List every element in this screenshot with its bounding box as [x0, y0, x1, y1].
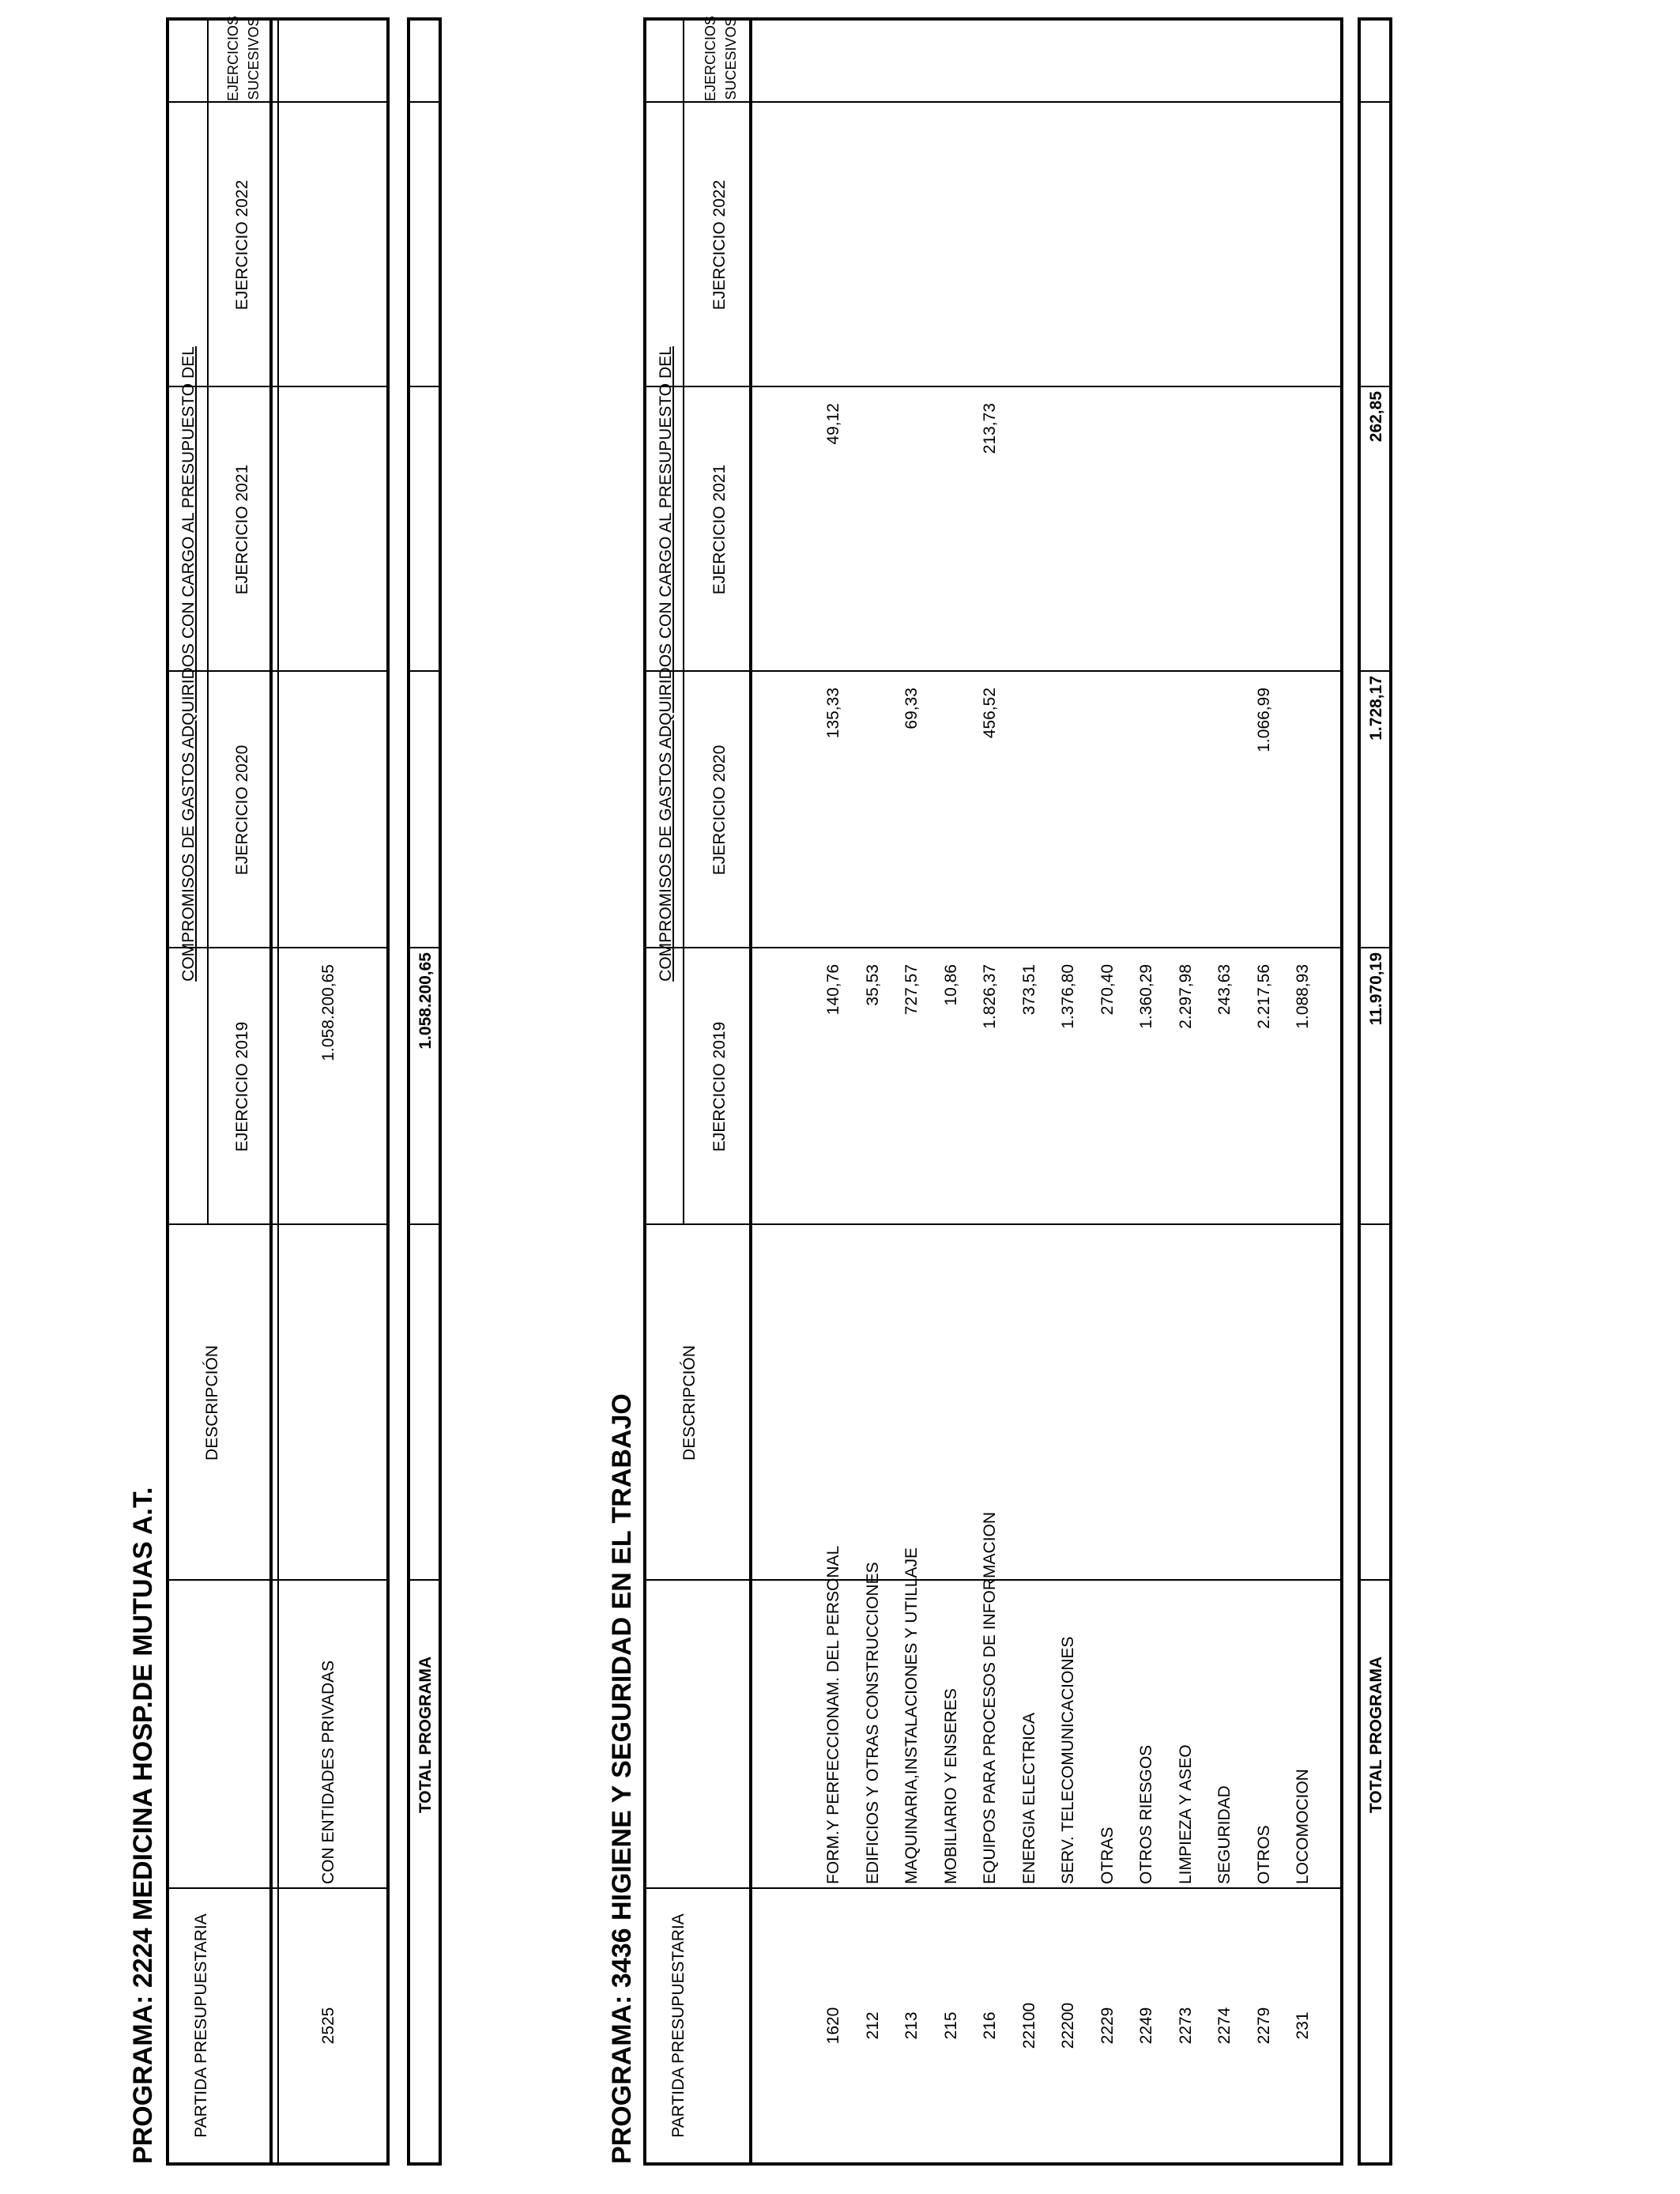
program-2-row-desc: SERV. TELECOMUNICACIONES	[1059, 1636, 1077, 1884]
program-2-row-code: 2274	[1215, 2007, 1234, 2045]
year-2020-header: EJERCICIO 2020	[233, 745, 251, 876]
program-2-row-desc: EDIFICIOS Y OTRAS CONSTRUCCIONES	[864, 1562, 882, 1884]
year-2019-header: EJERCICIO 2019	[710, 1021, 729, 1152]
program-2-total-label: TOTAL PROGRAMA	[1367, 1656, 1385, 1814]
program-2-row-2020: 456,52	[981, 688, 999, 739]
program-2-row-desc: MAQUINARIA,INSTALACIONES Y UTILLAJE	[902, 1547, 921, 1884]
program-1-row-2019: 1.058.200,65	[319, 964, 337, 1061]
program-2-row-desc: OTROS RIESGOS	[1137, 1744, 1155, 1884]
program-2-total-2020: 1.728,17	[1367, 676, 1385, 741]
year-2021-header: EJERCICIO 2021	[710, 464, 729, 595]
program-2-row-2019: 2.297,98	[1177, 964, 1195, 1029]
program-2-row-2019: 1.088,93	[1294, 964, 1312, 1029]
program-2-row-2019: 35,53	[864, 964, 882, 1006]
program-2-row-code: 22200	[1059, 2002, 1077, 2049]
program-2-row-desc: EQUIPOS PARA PROCESOS DE INFORMACION	[981, 1511, 999, 1884]
program-2-row-code: 212	[864, 2011, 882, 2040]
program-2-row-2021: 213,73	[981, 403, 999, 454]
sucesivos-header: EJERCICIOS SUCESIVOS	[225, 15, 262, 102]
program-2-row-2021: 49,12	[824, 403, 842, 445]
program-1-row-code: 2525	[319, 2007, 337, 2045]
program-2-row-desc: FORM.Y PERFECCIONAM. DEL PERSONAL	[824, 1545, 842, 1884]
program-2-row-code: 231	[1294, 2011, 1312, 2040]
program-2-row-2019: 140,76	[824, 964, 842, 1016]
commitments-group-header: COMPROMISOS DE GASTOS ADQUIRIDOS CON CARGO AL PRESUPUESTO DEL	[179, 346, 198, 982]
program-2-total-2021: 262,85	[1367, 391, 1385, 443]
program-1-body	[269, 17, 390, 2166]
descripcion-header: DESCRIPCIÓN	[680, 1345, 699, 1461]
program-1-total-row	[407, 17, 442, 2166]
year-2020-header: EJERCICIO 2020	[710, 745, 729, 876]
year-2021-header: EJERCICIO 2021	[233, 464, 251, 595]
program-2-row-code: 22100	[1020, 2002, 1038, 2049]
program-2-row-code: 213	[902, 2011, 921, 2040]
program-2-row-desc: LIMPIEZA Y ASEO	[1177, 1744, 1195, 1884]
program-2-row-2019: 10,86	[942, 964, 960, 1006]
program-2-row-code: 2279	[1255, 2007, 1273, 2045]
program-2-row-2020: 69,33	[902, 688, 921, 729]
partida-header: PARTIDA PRESUPUESTARIA	[669, 1913, 687, 2138]
commitments-group-header: COMPROMISOS DE GASTOS ADQUIRIDOS CON CARGO AL PRESUPUESTO DEL	[657, 346, 675, 982]
year-2022-header: EJERCICIO 2022	[233, 179, 251, 311]
program-2-row-code: 216	[981, 2011, 999, 2040]
program-1-total-2019: 1.058.200,65	[416, 952, 435, 1050]
program-2-title: PROGRAMA: 3436 HIGIENE Y SEGURIDAD EN EL TRABAJO	[607, 1393, 637, 2164]
program-1-total-label: TOTAL PROGRAMA	[416, 1656, 435, 1814]
program-2-row-desc: LOCOMOCION	[1294, 1769, 1312, 1884]
program-1-table	[166, 17, 273, 2166]
program-2-row-desc: MOBILIARIO Y ENSERES	[942, 1688, 960, 1884]
program-1-row-desc: CON ENTIDADES PRIVADAS	[319, 1660, 337, 1884]
year-2022-header: EJERCICIO 2022	[710, 179, 729, 311]
sucesivos-header: EJERCICIOS SUCESIVOS	[703, 15, 739, 102]
program-2-total-row	[1358, 17, 1392, 2166]
program-2-row-desc: SEGURIDAD	[1215, 1785, 1234, 1884]
program-2-row-2019: 1.360,29	[1137, 964, 1155, 1029]
program-2-row-desc: OTROS	[1255, 1825, 1273, 1884]
program-2-row-2019: 1.826,37	[981, 964, 999, 1029]
program-2-row-code: 215	[942, 2011, 960, 2040]
program-2-row-desc: OTRAS	[1098, 1826, 1117, 1884]
program-2-row-code: 2273	[1177, 2007, 1195, 2045]
program-2-total-2019: 11.970,19	[1367, 952, 1385, 1026]
program-2-body	[749, 17, 1343, 2166]
program-2-row-2019: 373,51	[1020, 964, 1038, 1016]
program-2-row-code: 2249	[1137, 2007, 1155, 2045]
program-2-row-2019: 1.376,80	[1059, 964, 1077, 1029]
program-2-row-2020: 1.066,99	[1255, 688, 1273, 752]
descripcion-header: DESCRIPCIÓN	[203, 1345, 221, 1461]
program-1-title: PROGRAMA: 2224 MEDICINA HOSP.DE MUTUAS A.T.	[128, 1487, 158, 2164]
program-2-table	[643, 17, 752, 2166]
program-2-row-2019: 243,63	[1215, 964, 1234, 1016]
program-2-row-2019: 727,57	[902, 964, 921, 1016]
program-2-row-code: 2229	[1098, 2007, 1117, 2045]
partida-header: PARTIDA PRESUPUESTARIA	[192, 1913, 210, 2138]
program-2-row-desc: ENERGIA ELECTRICA	[1020, 1712, 1038, 1884]
program-2-row-2019: 2.217,56	[1255, 964, 1273, 1029]
program-2-row-2020: 135,33	[824, 688, 842, 739]
year-2019-header: EJERCICIO 2019	[233, 1021, 251, 1152]
program-2-row-code: 1620	[824, 2007, 842, 2045]
program-2-row-2019: 270,40	[1098, 964, 1117, 1016]
